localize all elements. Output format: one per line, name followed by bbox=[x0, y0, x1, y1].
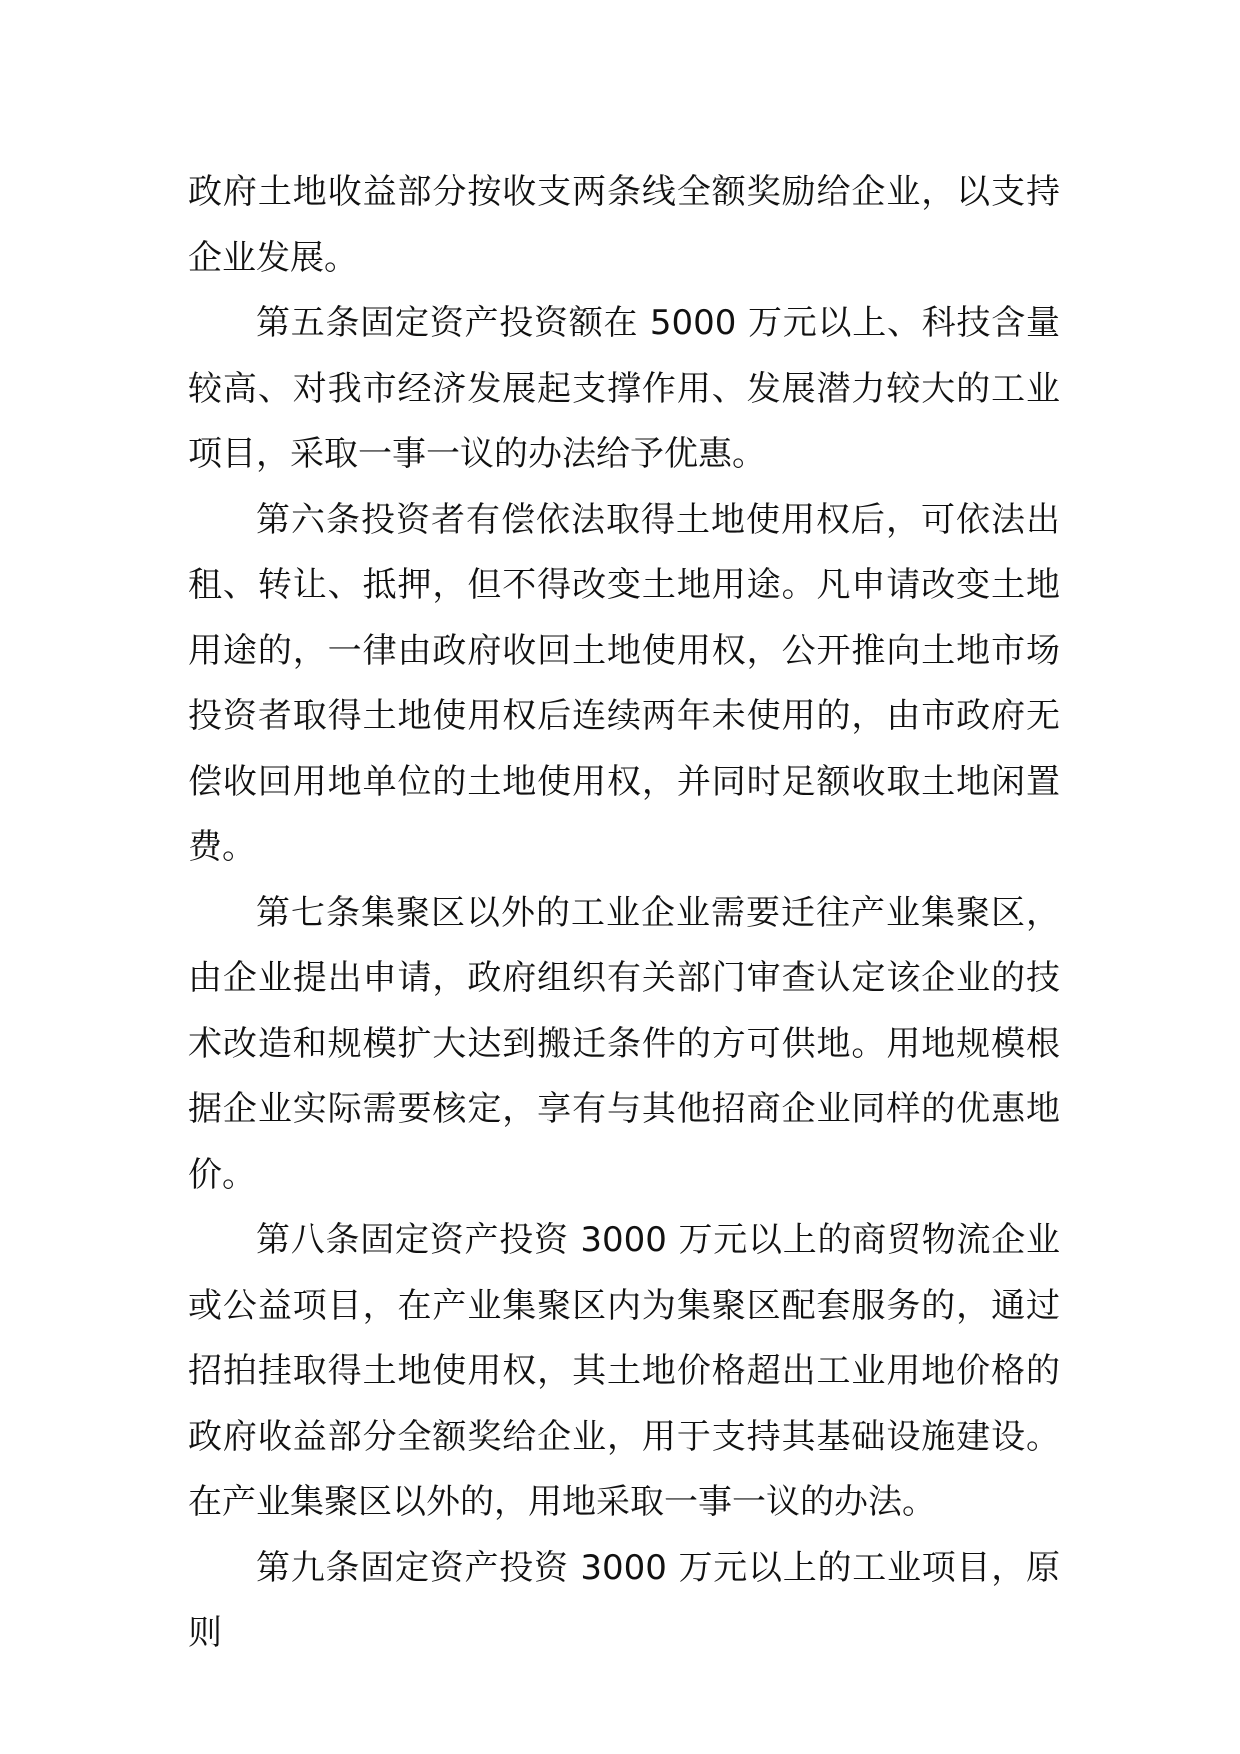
document-body bbox=[188, 160, 1060, 1667]
paragraph-article-7: 第七条集聚区以外的工业企业需要迁往产业集聚区，由企业提出申请，政府组织有关部门审查认定该企业的技术改造和规模扩大达到搬迁条件的方可供地。用地规模根据企业实际需要核定，享有与其他招商企业同样的优惠地价。 bbox=[188, 892, 1060, 1195]
paragraph-article-9: 第九条固定资产投资 3000 万元以上的工业项目，原则 bbox=[188, 1547, 1060, 1653]
paragraph-article-5: 第五条固定资产投资额在 5000 万元以上、科技含量较高、对我市经济发展起支撑作用、发展潜力较大的工业项目，采取一事一议的办法给予优惠。 bbox=[188, 303, 1060, 474]
paragraph-article-6: 第六条投资者有偿依法取得土地使用权后，可依法出租、转让、抵押，但不得改变土地用途。凡申请改变土地用途的，一律由政府收回土地使用权，公开推向土地市场投资者取得土地使用权后连续两年未使用的，由市政府无偿收回用地单位的土地使用权，并同时足额收取土地闲置费。 bbox=[188, 499, 1060, 867]
paragraph-article-8: 第八条固定资产投资 3000 万元以上的商贸物流企业或公益项目，在产业集聚区内为集聚区配套服务的，通过招拍挂取得土地使用权，其土地价格超出工业用地价格的政府收益部分全额奖给企业，用于支持其基础设施建设。在产业集聚区以外的，用地采取一事一议的办法。 bbox=[188, 1220, 1060, 1522]
paragraph-continuation: 政府土地收益部分按收支两条线全额奖励给企业，以支持企业发展。 bbox=[188, 172, 1060, 278]
